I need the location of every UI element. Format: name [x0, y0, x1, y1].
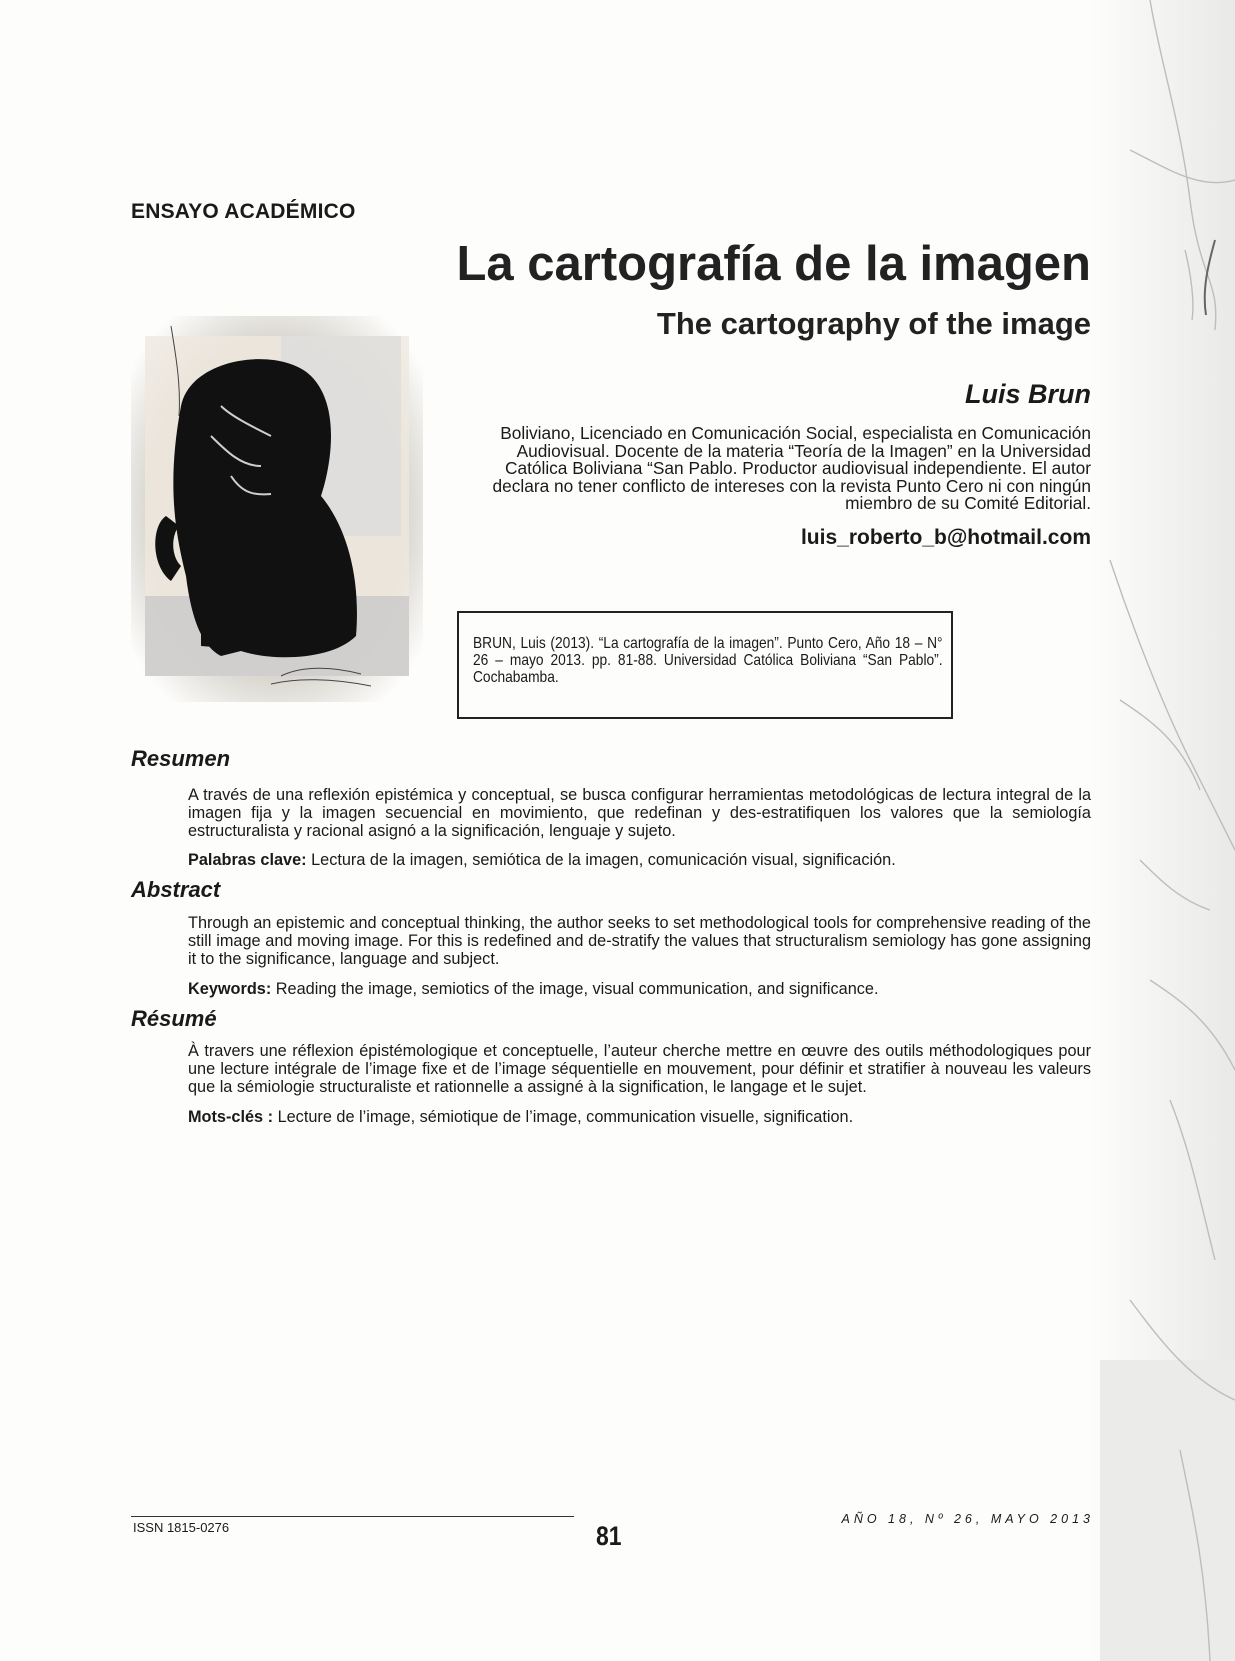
mots-cles-label: Mots-clés :: [188, 1108, 274, 1126]
article-subtitle: The cartography of the image: [656, 306, 1091, 341]
author-email[interactable]: luis_roberto_b@hotmail.com: [800, 526, 1091, 549]
citation-box: [457, 611, 953, 719]
palabras-clave-label: Palabras clave:: [188, 851, 307, 869]
page-number: 81: [596, 1521, 622, 1551]
issue-info: AÑO 18, Nº 26, MAYO 2013: [841, 1512, 1094, 1526]
resumen-body: A través de una reflexión epistémica y conceptual, se busca configurar herramientas metodológicas de lectura integral de la imagen fija y la imagen secuencial en movimiento, que redefinan y des-estratifiquen los valores que la semiología estructuralista y racional asignó a la significación, lenguaje y sujeto.: [188, 786, 1091, 840]
resume-body: À travers une réflexion épistémologique et conceptuelle, l’auteur cherche mettre en œuvre des outils méthodologiques pour une lecture intégrale de l’image fixe et de l’image séquentielle en mouvement, pour définir et stratifier à nouveau les valeurs que la sémiologie structuraliste et rationnelle a assigné à la signification, le langage et le sujet.: [188, 1042, 1091, 1096]
keywords-text: Reading the image, semiotics of the image, visual communication, and significance.: [271, 980, 879, 998]
resume-heading: Résumé: [131, 1006, 217, 1031]
issn: ISSN 1815-0276: [133, 1520, 230, 1535]
author-name: Luis Brun: [965, 379, 1091, 409]
crouching-figure-illustration-icon: [131, 316, 423, 702]
palabras-clave: [188, 851, 1091, 869]
sketch-portrait-decoration-icon: [1090, 0, 1235, 1661]
palabras-clave-text: Lectura de la imagen, semiótica de la imagen, comunicación visual, significación.: [306, 851, 896, 869]
section-label: ENSAYO ACADÉMICO: [131, 200, 356, 223]
author-bio: Boliviano, Licenciado en Comunicación Social, especialista en Comunicación Audiovisual. Docente de la materia “Teoría de la Imagen” en la Universidad Católica Boliviana “San Pablo. Productor audiovisual independiente. El autor declara no tener conflicto de intereses con la revista Punto Cero ni con ningún miembro de su Comité Editorial.: [492, 423, 1091, 513]
article-title: La cartografía de la imagen: [456, 237, 1091, 291]
abstract-body: Through an epistemic and conceptual thinking, the author seeks to set methodological tools for comprehensive reading of the still image and moving image. For this is redefined and de-stratify the values that structuralism semiology has gone assigning it to the significance, language and subject.: [188, 914, 1091, 968]
abstract-heading: Abstract: [131, 877, 221, 902]
footer-rule: [131, 1516, 574, 1517]
citation-text: BRUN, Luis (2013). “La cartografía de la imagen”. Punto Cero, Año 18 – N° 26 – mayo 2013. pp. 81-88. Universidad Católica Boliviana “San Pablo”. Cochabamba.: [473, 635, 943, 686]
mots-cles-text: Lecture de l’image, sémiotique de l’image, communication visuelle, signification.: [273, 1108, 854, 1126]
mots-cles: [188, 1108, 1091, 1126]
keywords-label: Keywords:: [188, 980, 272, 998]
resumen-heading: Resumen: [131, 746, 231, 771]
keywords: [188, 980, 1091, 998]
